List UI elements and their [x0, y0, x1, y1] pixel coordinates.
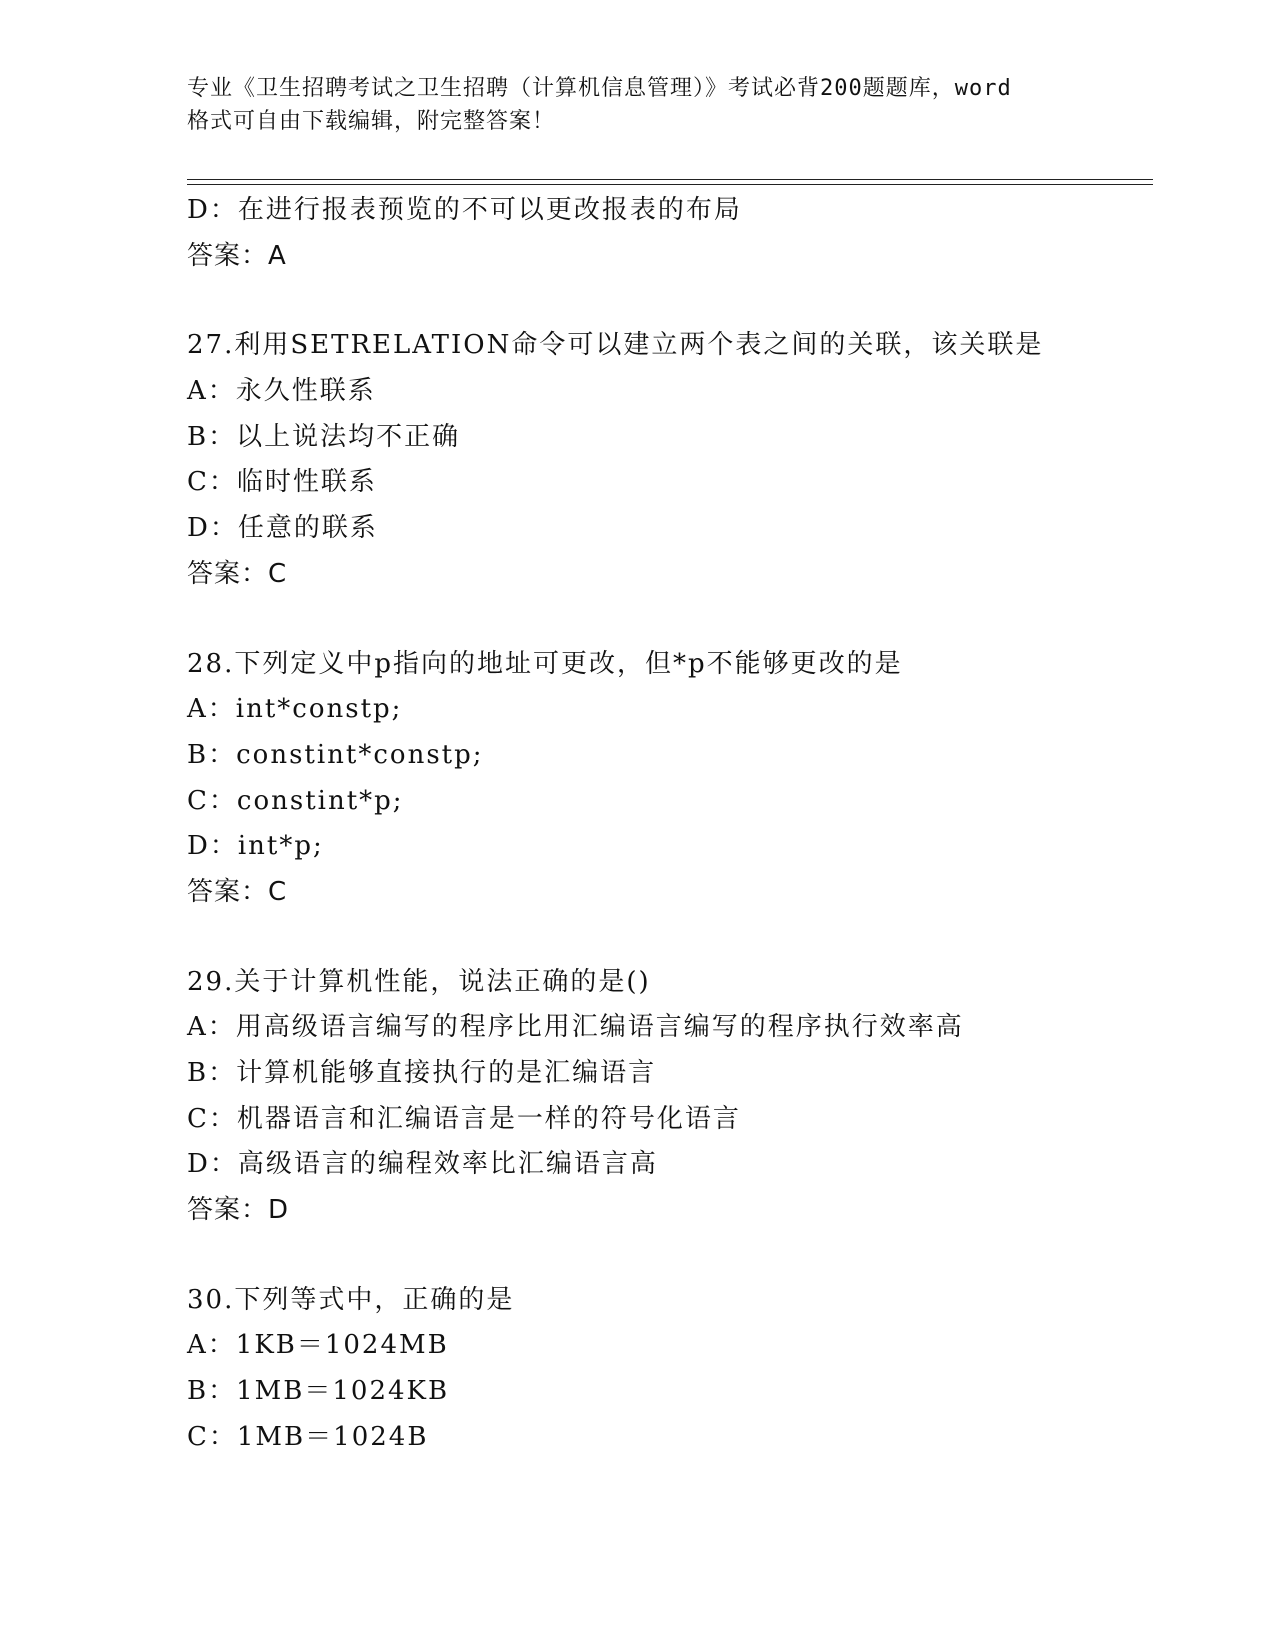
option-a: A：1KB＝1024MB — [187, 1330, 449, 1361]
option-a: A：用高级语言编写的程序比用汇编语言编写的程序执行效率高 — [187, 1012, 964, 1043]
option-c: C：1MB＝1024B — [187, 1421, 429, 1452]
answer-line: 答案：C — [187, 558, 288, 589]
option-d: D：int*p; — [187, 831, 324, 862]
question-stem: 28.下列定义中p指向的地址可更改，但*p不能够更改的是 — [187, 648, 903, 679]
question-spacer — [187, 1234, 1147, 1278]
answer-line: 答案：D — [187, 1195, 290, 1226]
option-b: B：计算机能够直接执行的是汇编语言 — [187, 1058, 657, 1088]
option-b: B：以上说法均不正确 — [187, 421, 461, 452]
option-c: C：临时性联系 — [187, 467, 377, 498]
question-spacer — [187, 598, 1147, 642]
question-spacer — [187, 279, 1147, 323]
question-28 — [187, 642, 1147, 916]
question-spacer — [187, 916, 1147, 960]
question-continuation — [187, 188, 1147, 279]
question-list — [187, 188, 1147, 1461]
option-b: B：constint*constp; — [187, 739, 484, 770]
option-b: B：1MB＝1024KB — [187, 1376, 450, 1407]
answer-line: 答案：A — [187, 240, 287, 271]
question-stem: 29.关于计算机性能，说法正确的是() — [187, 966, 651, 997]
question-29 — [187, 960, 1147, 1234]
question-27 — [187, 323, 1147, 597]
question-stem: 30.下列等式中，正确的是 — [187, 1284, 515, 1315]
header-divider-top — [187, 179, 1153, 180]
question-30 — [187, 1278, 1147, 1461]
option-a: A：int*constp; — [187, 694, 403, 725]
header-line-1: 专业《卫生招聘考试之卫生招聘（计算机信息管理）》考试必背200题题库，word — [187, 76, 1012, 101]
answer-line: 答案：C — [187, 876, 288, 907]
option-c: C：constint*p; — [187, 785, 404, 816]
option-d: D：高级语言的编程效率比汇编语言高 — [187, 1149, 658, 1180]
document-header — [187, 72, 1087, 138]
option-a: A：永久性联系 — [187, 376, 376, 407]
question-stem: 27.利用SETRELATION命令可以建立两个表之间的关联，该关联是 — [187, 330, 1044, 361]
header-line-2: 格式可自由下载编辑，附完整答案！ — [187, 109, 556, 134]
option-c: C：机器语言和汇编语言是一样的符号化语言 — [187, 1103, 741, 1134]
header-divider-bottom — [187, 184, 1153, 185]
option-d: D：在进行报表预览的不可以更改报表的布局 — [187, 195, 742, 225]
option-d: D：任意的联系 — [187, 513, 378, 544]
